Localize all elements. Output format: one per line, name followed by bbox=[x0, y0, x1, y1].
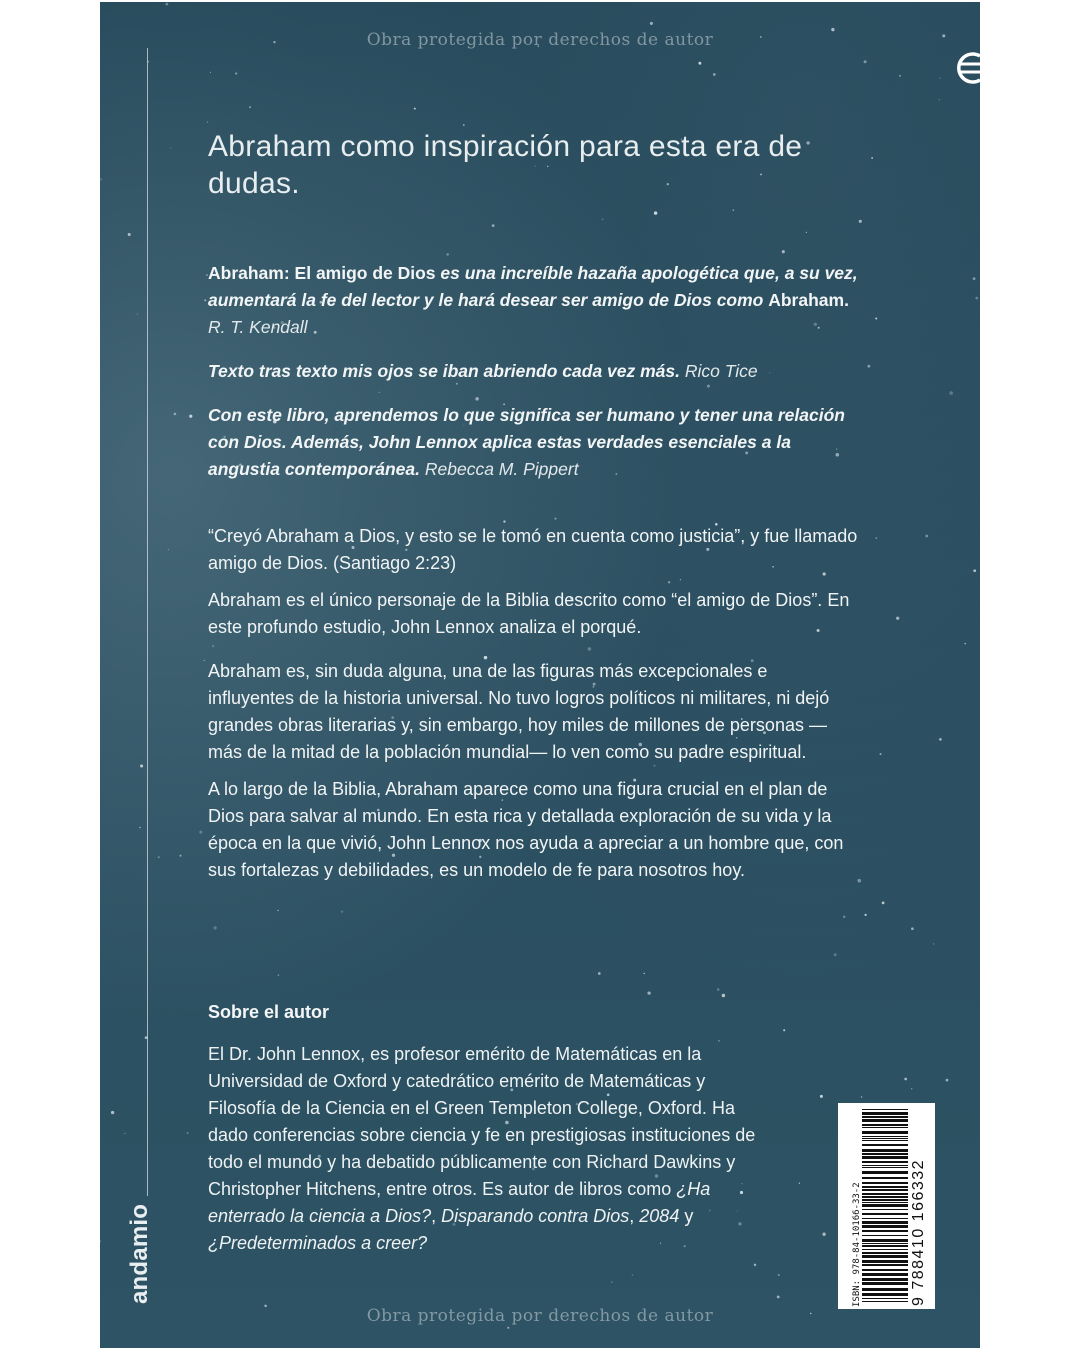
star-dot bbox=[507, 1327, 509, 1329]
star-dot bbox=[189, 415, 192, 418]
star-dot bbox=[698, 62, 701, 65]
cover-headline: Abraham como inspiración para esta era de dudas. bbox=[208, 130, 803, 200]
barcode-bar bbox=[862, 1116, 908, 1118]
star-dot bbox=[137, 313, 139, 315]
star-dot bbox=[939, 738, 942, 741]
publisher-name: andamio bbox=[126, 1203, 153, 1304]
star-dot bbox=[111, 1111, 114, 1114]
endorsement-quotes bbox=[208, 260, 858, 500]
barcode-bar bbox=[862, 1177, 908, 1179]
barcode-bar bbox=[862, 1199, 908, 1201]
about-author-title: Sobre el autor bbox=[208, 1002, 330, 1022]
barcode-bar bbox=[862, 1124, 908, 1126]
star-dot bbox=[207, 122, 208, 123]
book-title: 2084 bbox=[639, 1206, 680, 1226]
endorsement-quote bbox=[208, 358, 858, 385]
barcode-bar bbox=[862, 1293, 908, 1296]
star-dot bbox=[278, 974, 280, 976]
star-dot bbox=[925, 535, 928, 538]
barcode-bar bbox=[862, 1140, 908, 1141]
about-author-text bbox=[208, 1041, 768, 1257]
barcode-bar bbox=[862, 1213, 908, 1215]
book-title: ¿Predeterminados a creer? bbox=[208, 1233, 428, 1253]
star-dot bbox=[973, 569, 976, 572]
barcode-bar bbox=[862, 1239, 908, 1242]
star-dot bbox=[933, 943, 934, 944]
star-dot bbox=[650, 22, 653, 25]
star-dot bbox=[602, 219, 604, 221]
star-dot bbox=[100, 1240, 101, 1242]
star-dot bbox=[778, 1274, 780, 1276]
star-dot bbox=[249, 106, 251, 108]
star-dot bbox=[643, 973, 644, 974]
ean-digits: 9 788410 166332 bbox=[910, 1158, 927, 1306]
barcode-bar bbox=[862, 1264, 908, 1266]
star-dot bbox=[822, 1233, 825, 1236]
publisher-logo-icon bbox=[948, 50, 980, 86]
barcode-bar bbox=[862, 1249, 908, 1250]
barcode-bar bbox=[862, 1230, 908, 1232]
star-dot bbox=[654, 211, 657, 214]
star-dot bbox=[100, 178, 102, 180]
star-dot bbox=[166, 3, 169, 6]
barcode-bar bbox=[862, 1189, 908, 1191]
barcode-bar bbox=[862, 1171, 908, 1174]
quote-text: Abraham. bbox=[768, 290, 849, 310]
star-dot bbox=[446, 253, 449, 256]
barcode-bar bbox=[862, 1282, 908, 1285]
quote-text: Con este libro, aprendemos lo que significa ser humano y tener una relación con Dios. Además, John Lennox aplica estas verdades esenciales a la angustia contemporánea. bbox=[208, 405, 845, 479]
quote-text: una increíble hazaña apologética que, a su vez, aumentará la fe del lector y le hará desear ser amigo de Dios como bbox=[208, 263, 858, 310]
barcode-bar bbox=[862, 1131, 908, 1134]
star-dot bbox=[911, 927, 914, 930]
barcode-bar bbox=[862, 1225, 908, 1228]
star-dot bbox=[799, 1183, 800, 1184]
barcode-bar bbox=[862, 1119, 908, 1122]
barcode-bar bbox=[862, 1269, 908, 1271]
endorsement-quote bbox=[208, 260, 858, 341]
quote-text: Abraham: El amigo de Dios bbox=[208, 263, 436, 283]
separator-text: y bbox=[679, 1206, 694, 1226]
isbn-label: ISBN: 978-84-10166-33-2 bbox=[852, 1182, 862, 1307]
star-dot bbox=[880, 753, 882, 755]
scripture-quote: “Creyó Abraham a Dios, y esto se le tomó en cuenta como justicia”, y fue llamado amigo de Dios. (Santiago 2:23) bbox=[208, 526, 858, 573]
star-dot bbox=[949, 391, 953, 395]
star-dot bbox=[861, 1096, 863, 1098]
barcode-bar bbox=[862, 1193, 908, 1195]
star-dot bbox=[754, 1264, 756, 1266]
spine-divider-line bbox=[147, 48, 148, 1196]
star-dot bbox=[277, 910, 279, 912]
star-dot bbox=[875, 318, 877, 320]
star-dot bbox=[783, 1029, 785, 1031]
description-paragraph: Abraham es el único personaje de la Biblia descrito como “el amigo de Dios”. En este profundo estudio, John Lennox analiza el porqué. bbox=[208, 590, 850, 637]
star-dot bbox=[210, 72, 211, 73]
star-dot bbox=[187, 1132, 189, 1134]
star-dot bbox=[939, 99, 940, 100]
barcode-bar bbox=[862, 1288, 908, 1291]
star-dot bbox=[235, 72, 237, 74]
star-dot bbox=[882, 902, 885, 905]
barcode-bar bbox=[862, 1245, 908, 1247]
barcode-bar bbox=[862, 1202, 908, 1203]
star-dot bbox=[713, 73, 716, 76]
star-dot bbox=[875, 537, 877, 539]
barcode-bar bbox=[862, 1165, 908, 1166]
barcode-bar bbox=[862, 1278, 908, 1281]
barcode-bar bbox=[862, 1243, 908, 1244]
book-back-cover bbox=[100, 2, 980, 1348]
barcode-bar bbox=[862, 1153, 908, 1155]
quote-author: Rebecca M. Pippert bbox=[424, 459, 579, 479]
description-body bbox=[208, 523, 858, 894]
watermark-bottom: Obra protegida por derechos de autor bbox=[366, 1306, 714, 1326]
star-dot bbox=[911, 1088, 912, 1089]
separator-text: , bbox=[431, 1206, 442, 1226]
star-dot bbox=[341, 910, 343, 912]
barcode-bar bbox=[862, 1196, 908, 1198]
barcode-bar bbox=[862, 1301, 908, 1302]
star-dot bbox=[820, 1095, 823, 1098]
barcode-bar bbox=[862, 1252, 908, 1254]
barcode-bar bbox=[862, 1235, 908, 1236]
barcode-bar bbox=[862, 1109, 908, 1110]
star-dot bbox=[124, 1133, 125, 1134]
description-paragraph: A lo largo de la Biblia, Abraham aparece como una figura crucial en el plan de Dios para salvar al mundo. En esta rica y detallada exploración de su vida y la época en la que vivió, John Lennox nos ayuda a apreciar a un hombre que, con sus fortalezas y debilidades, es un modelo de fe para nosotros hoy. bbox=[208, 779, 844, 880]
barcode-bar bbox=[862, 1138, 908, 1139]
about-author-bio: El Dr. John Lennox, es profesor emérito de Matemáticas en la Universidad de Oxford y catedrático emérito de Matemáticas y Filosofía de la Ciencia en el Green Templeton College, Oxford. Ha dado conferencias sobre ciencia y fe en prestigiosas instituciones de todo el mundo y ha debatido públicamente con Richard Dawkins y Christopher Hitchens, entre otros. Es autor de libros como bbox=[208, 1044, 756, 1199]
star-dot bbox=[904, 1078, 907, 1081]
barcode-bar bbox=[862, 1209, 908, 1210]
barcode-bar bbox=[862, 1161, 908, 1163]
star-dot bbox=[975, 297, 978, 300]
star-dot bbox=[179, 855, 181, 857]
star-dot bbox=[806, 232, 807, 233]
star-dot bbox=[964, 643, 966, 645]
quote-text: es bbox=[435, 263, 465, 283]
star-dot bbox=[598, 972, 601, 975]
barcode-bar bbox=[862, 1136, 908, 1137]
star-dot bbox=[717, 988, 720, 991]
star-dot bbox=[973, 277, 976, 280]
book-title: ¿Ha enterrado la ciencia a Dios? bbox=[208, 1179, 711, 1226]
barcode-bar bbox=[862, 1149, 908, 1152]
star-dot bbox=[864, 914, 866, 916]
barcode-bar bbox=[862, 1186, 908, 1188]
star-dot bbox=[871, 157, 873, 159]
star-dot bbox=[647, 991, 650, 994]
star-dot bbox=[733, 209, 734, 210]
barcode-bar bbox=[862, 1221, 908, 1224]
star-dot bbox=[611, 1281, 613, 1283]
star-dot bbox=[158, 856, 160, 858]
barcode-bar bbox=[862, 1218, 908, 1219]
star-dot bbox=[170, 147, 171, 148]
star-dot bbox=[777, 1295, 780, 1298]
star-dot bbox=[899, 75, 901, 77]
quote-author: Rico Tice bbox=[684, 361, 758, 381]
star-dot bbox=[554, 517, 556, 519]
star-dot bbox=[463, 124, 465, 126]
endorsement-quote bbox=[208, 402, 858, 483]
star-dot bbox=[858, 879, 862, 883]
star-dot bbox=[722, 994, 725, 997]
watermark-top: Obra protegida por derechos de autor bbox=[366, 30, 714, 50]
star-dot bbox=[632, 1274, 634, 1276]
star-dot bbox=[199, 831, 202, 834]
separator-text: , bbox=[629, 1206, 640, 1226]
star-dot bbox=[139, 827, 141, 829]
star-dot bbox=[864, 60, 867, 63]
barcode-bar bbox=[862, 1204, 908, 1207]
star-dot bbox=[859, 220, 862, 223]
barcode-bar bbox=[862, 1144, 908, 1146]
star-dot bbox=[896, 617, 899, 620]
book-title: Disparando contra Dios bbox=[441, 1206, 630, 1226]
barcode-bar bbox=[862, 1167, 908, 1168]
star-dot bbox=[946, 1079, 949, 1082]
quote-text: Texto tras texto mis ojos se iban abriendo cada vez más. bbox=[208, 361, 681, 381]
quote-author: R. T. Kendall bbox=[208, 317, 308, 337]
star-dot bbox=[128, 233, 131, 236]
barcode-bar bbox=[862, 1156, 908, 1159]
barcode-bar bbox=[862, 1255, 908, 1258]
barcode-bars bbox=[862, 1109, 908, 1303]
description-paragraph: Abraham es, sin duda alguna, una de las figuras más excepcionales e influyentes de la historia universal. No tuvo logros políticos ni militares, ni dejó grandes obras literarias y, sin embargo, hoy miles de millones de personas —más de la mitad de la población mundial— lo ven como su padre espiritual. bbox=[208, 661, 830, 762]
star-dot bbox=[843, 916, 845, 918]
isbn-barcode bbox=[838, 1103, 935, 1309]
barcode-bar bbox=[862, 1298, 908, 1299]
star-dot bbox=[414, 108, 416, 110]
star-dot bbox=[204, 660, 205, 661]
barcode-bar bbox=[862, 1127, 908, 1128]
star-dot bbox=[213, 926, 216, 929]
star-dot bbox=[868, 365, 871, 368]
barcode-bar bbox=[862, 1260, 908, 1263]
barcode-bar bbox=[862, 1112, 908, 1115]
barcode-bar bbox=[862, 1273, 908, 1276]
star-dot bbox=[940, 77, 941, 78]
star-dot bbox=[834, 953, 837, 956]
star-dot bbox=[168, 549, 169, 550]
star-dot bbox=[492, 224, 495, 227]
star-dot bbox=[782, 250, 785, 253]
star-dot bbox=[204, 299, 206, 301]
barcode-bar bbox=[862, 1182, 908, 1184]
star-dot bbox=[140, 764, 143, 767]
star-dot bbox=[174, 413, 177, 416]
